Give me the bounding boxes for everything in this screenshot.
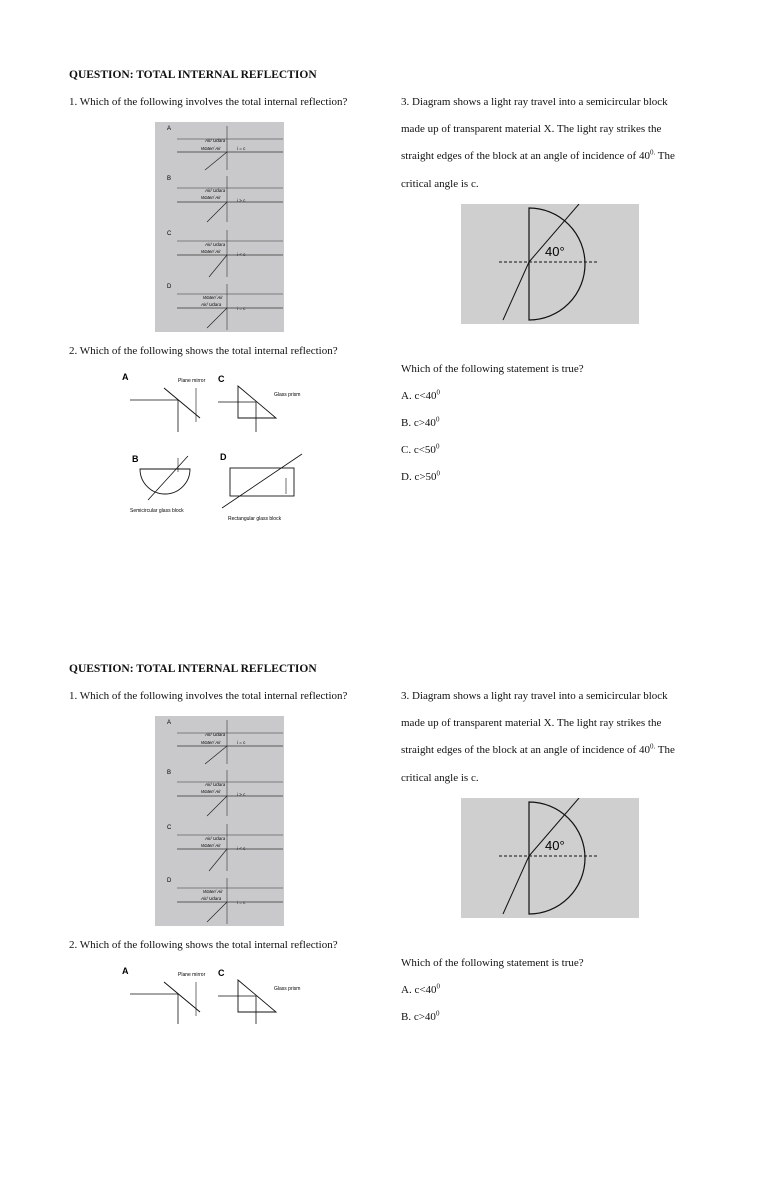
fig1-note: i = c	[237, 306, 246, 311]
fig1-letter: B	[167, 770, 172, 776]
question-3-figure	[461, 204, 639, 324]
fig1-upper: Air/ Udara	[205, 188, 226, 193]
fig1-letter: D	[167, 878, 172, 884]
fig1-upper: Water/ Air	[203, 295, 223, 300]
question-3-line-3: straight edges of the block at an angle of incidence of $40^{0.}$ The	[401, 148, 675, 162]
fig1-panel-d	[167, 878, 283, 924]
fig2-letter-d: D	[220, 452, 227, 462]
question-3-line-1: 3. Diagram shows a light ray travel into a semicircular block	[401, 690, 668, 702]
fig1-letter: A	[167, 720, 172, 726]
question-3-prompt: Which of the following statement is true?	[401, 363, 584, 375]
fig1-lower: Water/ Air	[201, 789, 221, 794]
question-2-figure	[118, 366, 328, 526]
question-3-line-3: straight edges of the block at an angle of incidence of $40^{0.}$ The	[401, 742, 675, 756]
fig1-lower: Water/ Air	[201, 146, 221, 151]
fig2-rectangular-label: Rectangular glass block	[228, 516, 282, 522]
fig1-lower: Water/ Air	[201, 843, 221, 848]
fig1-note: i < c	[237, 846, 246, 851]
question-3-line-4: critical angle is c.	[401, 178, 479, 190]
fig2-letter-b: B	[132, 454, 139, 464]
fig2-semicircular-label: Semicircular glass block	[130, 508, 184, 514]
fig1-letter: C	[167, 825, 172, 831]
fig2-letter-a: A	[122, 966, 129, 976]
fig1-upper: Air/ Udara	[205, 138, 226, 143]
fig1-note: i < c	[237, 252, 246, 257]
fig2-glass-prism: Glass prism	[274, 392, 301, 398]
fig1-note: i = c	[237, 900, 246, 905]
fig1-note: i = c	[237, 740, 246, 745]
question-2-figure	[118, 960, 328, 1024]
fig2-plane-mirror: Plane mirror	[178, 972, 206, 978]
question-3-line-4: critical angle is c.	[401, 772, 479, 784]
fig1-upper: Air/ Udara	[205, 732, 226, 737]
fig2-letter-c: C	[218, 374, 225, 384]
question-1-figure	[155, 716, 284, 926]
worksheet-title: QUESTION: TOTAL INTERNAL REFLECTION	[69, 663, 317, 675]
fig1-note: i = c	[237, 146, 246, 151]
question-1-figure	[155, 122, 284, 332]
fig3-angle-label: 40°	[545, 838, 565, 853]
fig1-panel-a	[167, 126, 283, 170]
fig1-lower: Water/ Air	[201, 249, 221, 254]
fig1-letter: C	[167, 231, 172, 237]
fig1-note: i > c	[237, 792, 246, 797]
fig1-panel-c	[167, 824, 283, 871]
question-2-text: 2. Which of the following shows the total internal reflection?	[69, 939, 338, 951]
fig1-lower: Water/ Air	[201, 740, 221, 745]
fig1-upper: Air/ Udara	[205, 242, 226, 247]
fig1-upper: Air/ Udara	[205, 782, 226, 787]
question-3-line-1: 3. Diagram shows a light ray travel into a semicircular block	[401, 96, 668, 108]
fig1-panel-d	[167, 284, 283, 330]
fig1-lower: Air/ Udara	[201, 896, 222, 901]
option-d[interactable]: D. $c>50^0$	[401, 469, 441, 483]
question-3-line-2: made up of transparent material X. The light ray strikes the	[401, 717, 662, 729]
worksheet-title: QUESTION: TOTAL INTERNAL REFLECTION	[69, 69, 317, 81]
fig1-letter: D	[167, 284, 172, 290]
fig1-letter: B	[167, 176, 172, 182]
fig1-panel-b	[167, 176, 283, 222]
fig2-letter-c: C	[218, 968, 225, 978]
fig3-angle-label: 40°	[545, 244, 565, 259]
fig1-panel-b	[167, 770, 283, 816]
question-3-prompt: Which of the following statement is true?	[401, 957, 584, 969]
fig1-panel-a	[167, 720, 283, 764]
option-a[interactable]: A. $c<40^0$	[401, 982, 441, 996]
worksheet-page-2	[0, 594, 768, 1188]
fig1-lower: Air/ Udara	[201, 302, 222, 307]
fig2-glass-prism: Glass prism	[274, 986, 301, 992]
question-3-line-2: made up of transparent material X. The light ray strikes the	[401, 123, 662, 135]
option-b[interactable]: B. $c>40^0$	[401, 415, 440, 429]
question-2-text: 2. Which of the following shows the total internal reflection?	[69, 345, 338, 357]
fig2-letter-a: A	[122, 372, 129, 382]
fig1-upper: Air/ Udara	[205, 836, 226, 841]
option-b[interactable]: B. $c>40^0$	[401, 1009, 440, 1023]
fig2-plane-mirror: Plane mirror	[178, 378, 206, 384]
option-c[interactable]: C. $c<50^0$	[401, 442, 440, 456]
fig1-note: i > c	[237, 198, 246, 203]
question-1-text: 1. Which of the following involves the total internal reflection?	[69, 690, 348, 702]
question-1-text: 1. Which of the following involves the total internal reflection?	[69, 96, 348, 108]
fig1-letter: A	[167, 126, 172, 132]
option-a[interactable]: A. $c<40^0$	[401, 388, 441, 402]
fig1-upper: Water/ Air	[203, 889, 223, 894]
fig1-panel-c	[167, 230, 283, 277]
question-3-figure	[461, 798, 639, 918]
fig1-lower: Water/ Air	[201, 195, 221, 200]
